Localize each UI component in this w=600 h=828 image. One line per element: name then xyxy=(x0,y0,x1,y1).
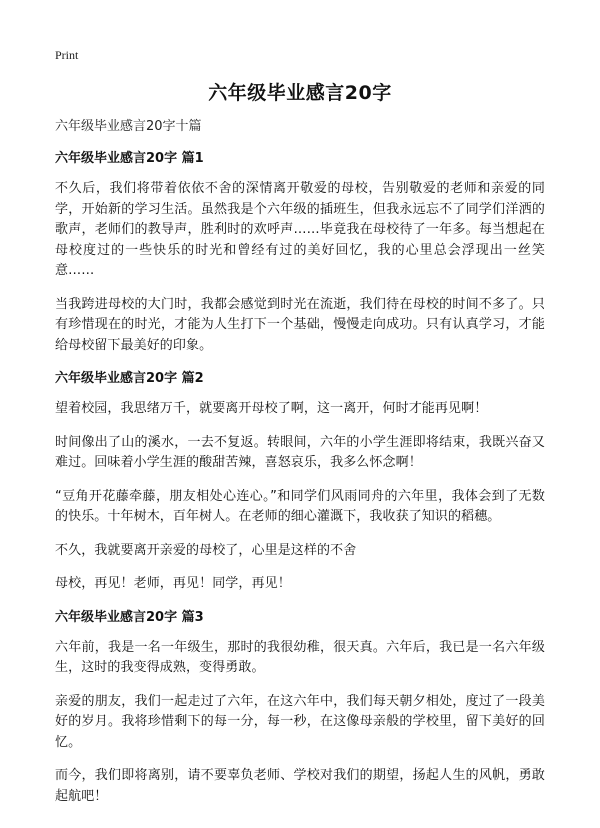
paragraph: 望着校园，我思绪万千，就要离开母校了啊，这一离开，何时才能再见啊！ xyxy=(55,401,488,416)
paragraph: 不久后，我们将带着依依不舍的深情离开敬爱的母校，告别敬爱的老师和亲爱的同学，开始新的学习生活。虽然我是个六年级的插班生，但我永远忘不了同学们洋洒的歌声，老师们的教导声，胜利时的欢呼声……毕竟我在母校待了一年多。每当想起在母校度过的一些快乐的时光和曾经有过的美好回忆，我的心里总会浮现出一丝笑意…… xyxy=(55,181,545,278)
paragraph: 亲爱的朋友，我们一起走过了六年，在这六年中，我们每天朝夕相处，度过了一段美好的岁月。我将珍惜剩下的每一分，每一秒，在这像母亲般的学校里，留下美好的回忆。 xyxy=(55,693,545,750)
paragraph: 当我跨进母校的大门时，我都会感觉到时光在流逝，我们待在母校的时间不多了。只有珍惜现在的时光，才能为人生打下一个基础，慢慢走向成功。只有认真学习，才能给母校留下最美好的印象。 xyxy=(55,296,545,353)
section-1 xyxy=(55,149,545,356)
paragraph: 时间像出了山的溪水，一去不复返。转眼间，六年的小学生涯即将结束，我既兴奋又难过。回味着小学生涯的酸甜苦辣，喜怒哀乐，我多么怀念啊！ xyxy=(55,434,545,470)
document-subtitle: 六年级毕业感言20字十篇 xyxy=(55,119,202,134)
print-link[interactable]: Print xyxy=(55,48,79,62)
section-3 xyxy=(55,608,545,808)
paragraph: “豆角开花藤牵藤，朋友相处心连心。”和同学们风雨同舟的六年里，我体会到了无数的快乐。十年树木，百年树人。在老师的细心灌溉下，我收获了知识的稻穗。 xyxy=(55,488,545,524)
section-2 xyxy=(55,369,545,595)
section-heading: 六年级毕业感言20字 篇2 xyxy=(55,371,204,386)
section-heading: 六年级毕业感言20字 篇3 xyxy=(55,609,204,625)
paragraph: 不久，我就要离开亲爱的母校了，心里是这样的不舍 xyxy=(55,542,357,558)
paragraph: 母校，再见！老师，再见！同学，再见！ xyxy=(55,576,291,591)
section-heading: 六年级毕业感言20字 篇1 xyxy=(55,151,204,166)
paragraph: 六年前，我是一名一年级生，那时的我很幼稚，很天真。六年后，我已是一名六年级生，这时的我变得成熟，变得勇敢。 xyxy=(55,639,545,675)
paragraph: 而今，我们即将离别，请不要辜负老师、学校对我们的期望，扬起人生的风帆，勇敢起航吧！ xyxy=(55,768,545,804)
page-title: 六年级毕业感言20字 xyxy=(208,82,392,104)
